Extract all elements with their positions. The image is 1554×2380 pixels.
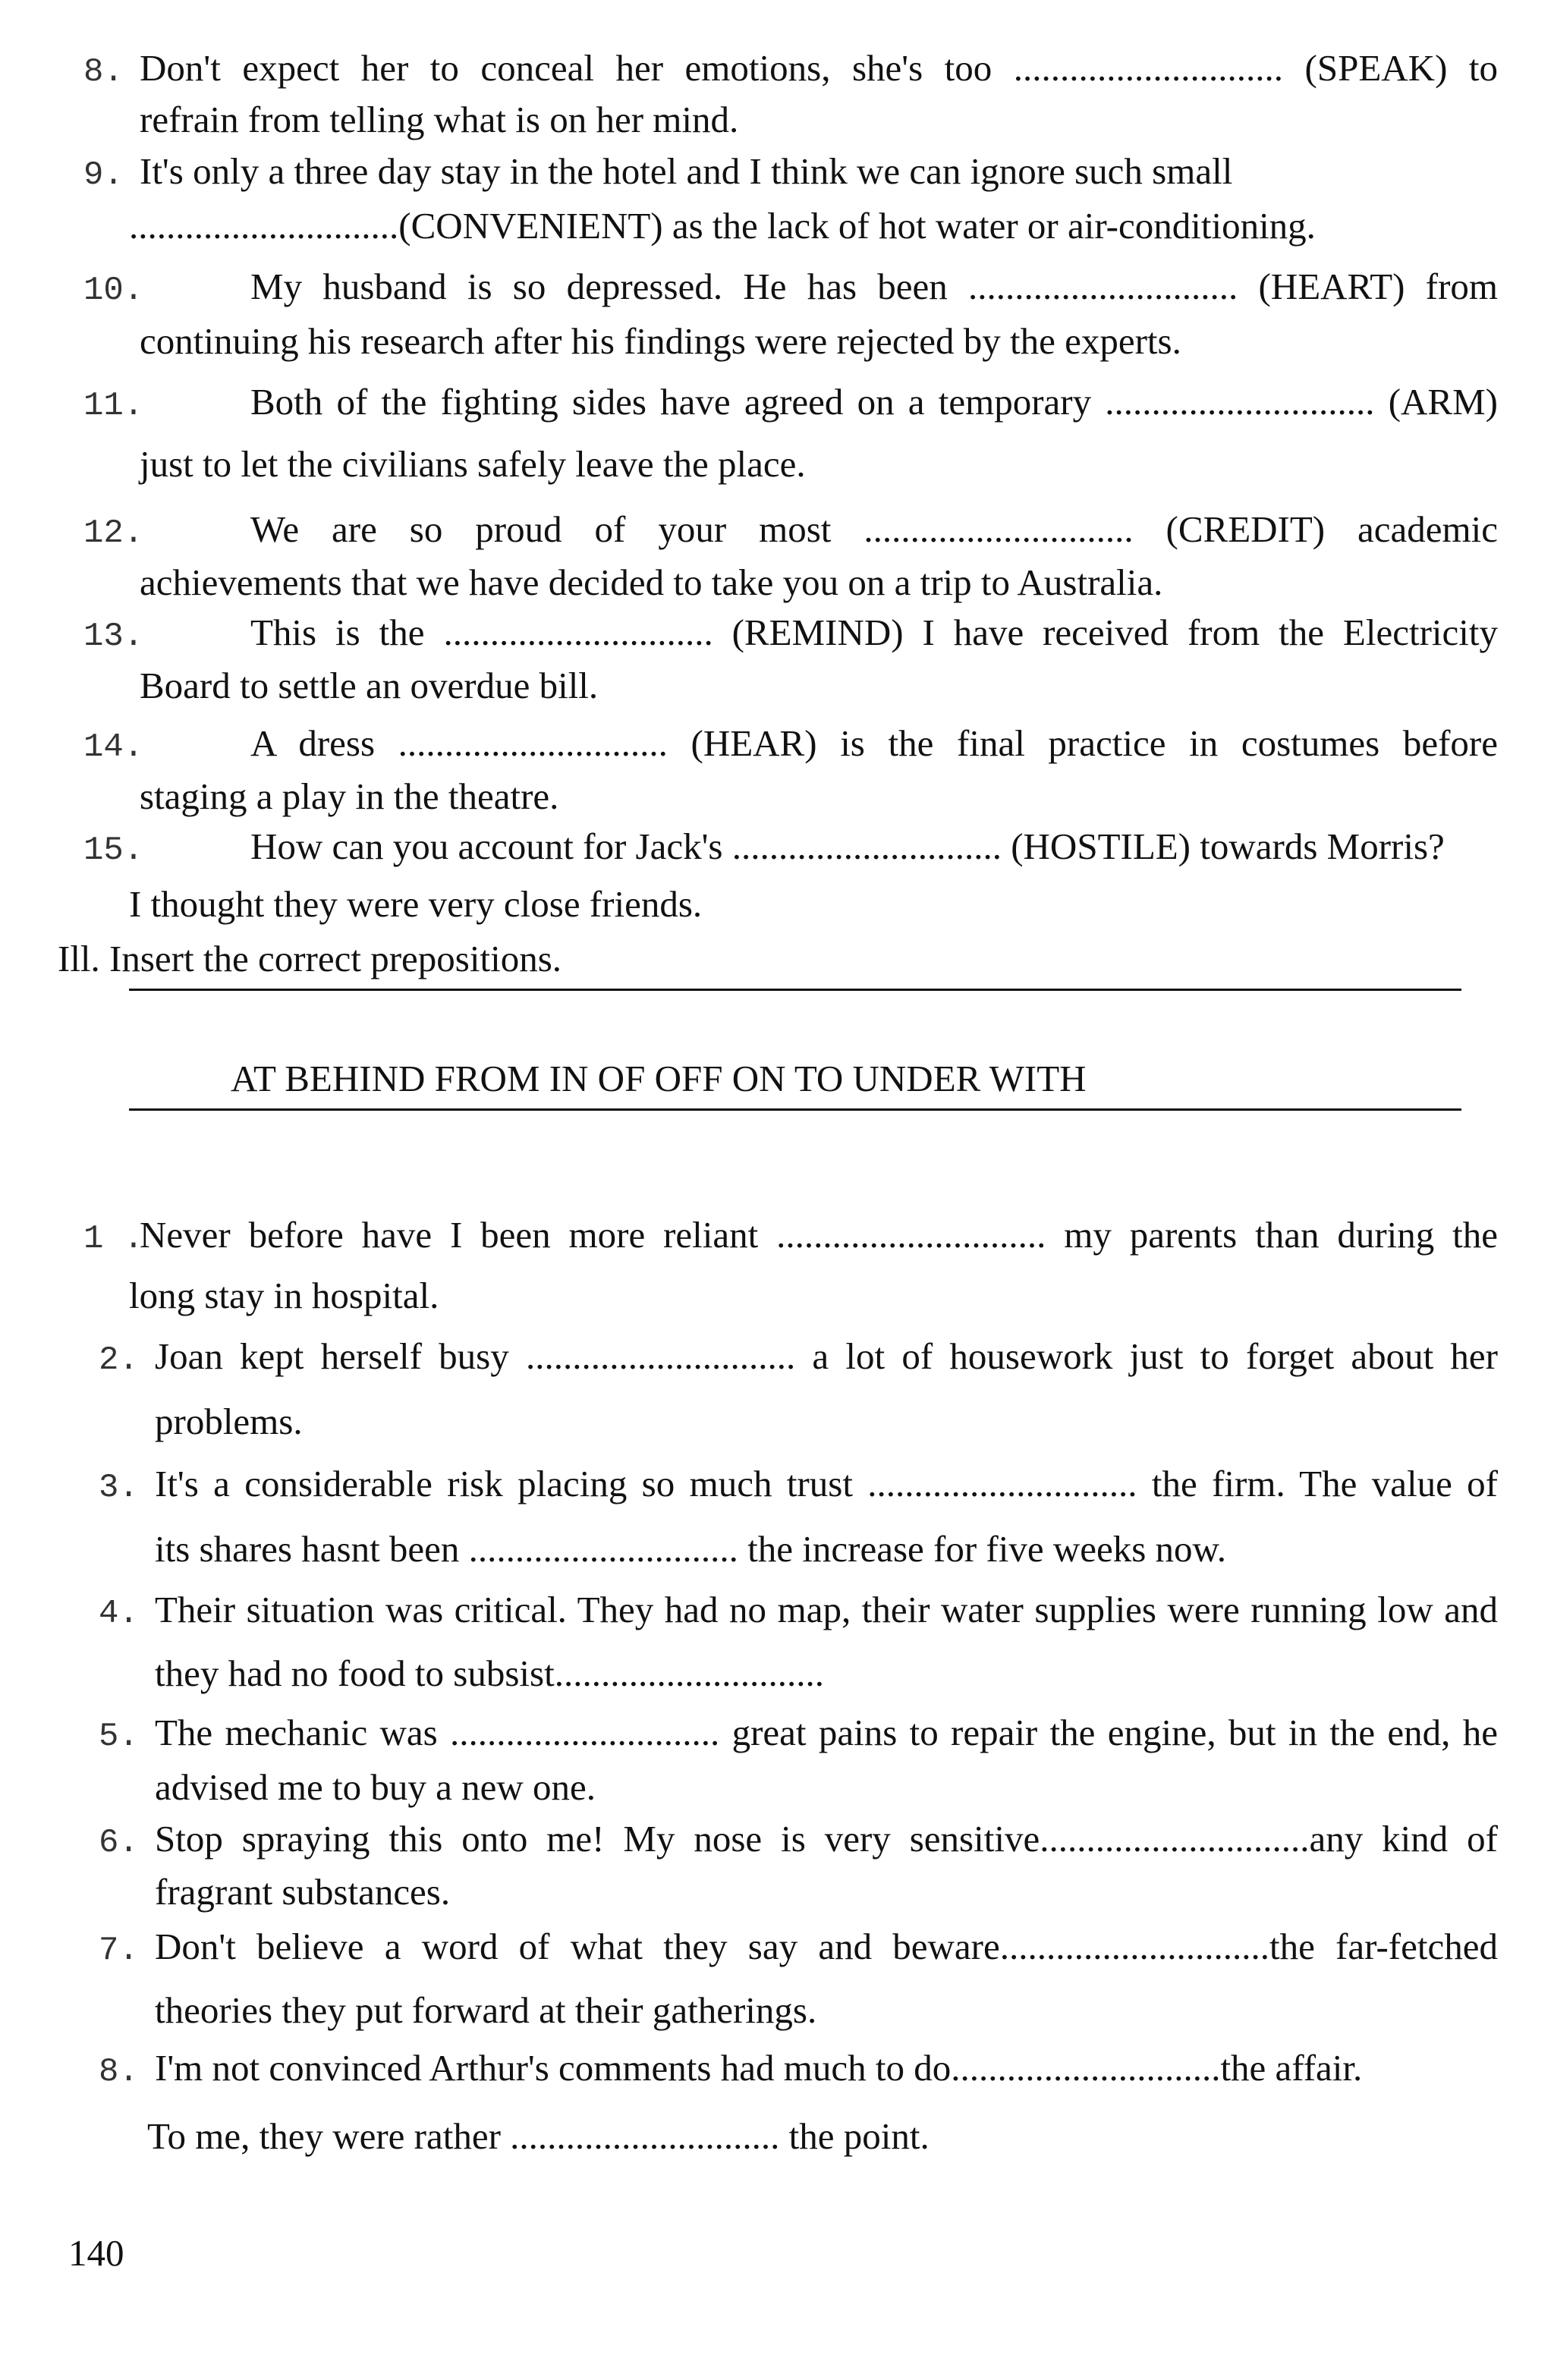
exercise-item-row <box>140 97 738 143</box>
exercise-item-row <box>99 1461 1498 1507</box>
exercise-item-row <box>99 2045 1362 2091</box>
item-text-line: Don't expect her to conceal her emotions, she's too ............................. (SPEAK) to <box>140 47 1498 89</box>
item-text-line: It's a considerable risk placing so much trust ............................. the firm. The value of <box>155 1463 1498 1504</box>
divider-line <box>129 989 1461 991</box>
exercise-item-row <box>140 442 806 487</box>
exercise-item-row <box>155 1399 303 1445</box>
word-bank: AT BEHIND FROM IN OF OFF ON TO UNDER WITH <box>231 1058 1087 1099</box>
exercise-item-row <box>155 1869 450 1915</box>
item-number: 15. <box>83 832 144 869</box>
item-text-line: It's only a three day stay in the hotel and I think we can ignore such small <box>140 150 1233 192</box>
item-text-line: We are so proud of your most ............................. (CREDIT) academic <box>250 508 1498 550</box>
item-text-line: its shares hasnt been ............................. the increase for five weeks now. <box>155 1528 1227 1570</box>
exercise-item-row <box>83 379 1498 425</box>
exercise-item-row <box>83 507 1498 552</box>
exercise-item-row <box>140 319 1181 364</box>
item-number: 9. <box>83 156 124 194</box>
exercise-item-row <box>83 264 1498 310</box>
exercise-item-row <box>140 663 598 709</box>
item-text-line: To me, they were rather ............................. the point. <box>147 2115 930 2157</box>
exercise-item-row <box>129 882 702 927</box>
item-text-line: My husband is so depressed. He has been ............................. (HEART) from <box>250 266 1498 307</box>
item-text-line: I thought they were very close friends. <box>129 883 703 925</box>
item-text-line: .............................(CONVENIENT) as the lack of hot water or air-conditioning. <box>129 205 1316 247</box>
item-text-line: theories they put forward at their gatherings. <box>155 1989 817 2031</box>
item-text-line: The mechanic was ............................. great pains to repair the engine, but in the end, he <box>155 1712 1498 1753</box>
item-text-line: staging a play in the theatre. <box>140 775 559 817</box>
item-text-line: This is the ............................. (REMIND) I have received from the Electricity <box>250 612 1498 653</box>
item-text-line: continuing his research after his findings were rejected by the experts. <box>140 320 1181 362</box>
section-heading: Ill. Insert the correct prepositions. <box>58 938 562 979</box>
item-number: 8. <box>99 2053 139 2091</box>
item-number: 6. <box>99 1824 139 1862</box>
exercise-item-row <box>155 1651 824 1696</box>
item-number: 8. <box>83 53 124 91</box>
item-text-line: Don't believe a word of what they say and beware.............................the far-fetched <box>155 1926 1498 1967</box>
item-text-line: Board to settle an overdue bill. <box>140 665 599 706</box>
item-text-line: Their situation was critical. They had no map, their water supplies were running low and <box>155 1589 1498 1630</box>
item-text-line: I'm not convinced Arthur's comments had much to do.............................the affair. <box>155 2047 1363 2089</box>
exercise-item-row <box>147 2114 930 2159</box>
item-text-line: just to let the civilians safely leave the place. <box>140 443 806 485</box>
item-text-line: long stay in hospital. <box>129 1275 439 1316</box>
exercise-item-row <box>83 46 1498 91</box>
exercise-item-row <box>83 610 1498 656</box>
item-text-line: achievements that we have decided to take you on a trip to Australia. <box>140 561 1163 603</box>
item-number: 5. <box>99 1718 139 1756</box>
item-number: 7. <box>99 1932 139 1970</box>
exercise-item-row <box>155 1988 816 2033</box>
item-text-line: problems. <box>155 1401 303 1442</box>
exercise-item-row <box>99 1710 1498 1756</box>
item-text-line: refrain from telling what is on her mind. <box>140 99 739 140</box>
item-text-line: Never before have I been more reliant ............................. my parents than during the <box>140 1214 1498 1256</box>
item-number: 11. <box>83 387 144 425</box>
item-number: 1 . <box>83 1220 144 1258</box>
exercise-item-row <box>140 774 558 819</box>
exercise-item-row <box>99 1924 1498 1970</box>
item-text-line: A dress ............................. (HEAR) is the final practice in costumes before <box>250 722 1498 764</box>
section-heading-row <box>58 936 562 982</box>
exercise-item-row <box>83 721 1498 766</box>
exercise-item-row <box>129 1273 439 1319</box>
exercise-item-row <box>155 1765 596 1810</box>
page-number: 140 <box>68 2232 124 2274</box>
item-number: 12. <box>83 514 144 552</box>
exercise-item-row <box>140 560 1162 605</box>
item-number: 14. <box>83 728 144 766</box>
exercise-item-row <box>129 203 1316 249</box>
item-text-line: How can you account for Jack's ............................. (HOSTILE) towards Morris? <box>250 825 1445 867</box>
exercise-item-row <box>83 149 1232 194</box>
exercise-item-row <box>99 1587 1498 1633</box>
item-number: 2. <box>99 1341 139 1379</box>
item-number: 10. <box>83 272 144 310</box>
item-text-line: they had no food to subsist............................. <box>155 1652 824 1694</box>
item-number: 13. <box>83 618 144 656</box>
item-text-line: advised me to buy a new one. <box>155 1766 596 1808</box>
item-number: 3. <box>99 1469 139 1507</box>
word-bank-row <box>231 1056 1087 1102</box>
exercise-item-row <box>99 1334 1498 1379</box>
divider-line <box>129 1108 1461 1111</box>
item-text-line: Joan kept herself busy ............................. a lot of housework just to forget about her <box>155 1335 1498 1377</box>
item-number: 4. <box>99 1595 139 1633</box>
item-text-line: Both of the fighting sides have agreed on a temporary ............................. (ARM) <box>250 381 1498 423</box>
exercise-item-row <box>83 1212 1498 1258</box>
item-text-line: Stop spraying this onto me! My nose is very sensitive.............................any kind of <box>155 1818 1498 1860</box>
exercise-item-row <box>83 824 1445 869</box>
item-text-line: fragrant substances. <box>155 1871 451 1913</box>
page-number-row <box>68 2231 124 2276</box>
exercise-item-row <box>155 1526 1226 1572</box>
exercise-item-row <box>99 1816 1498 1862</box>
